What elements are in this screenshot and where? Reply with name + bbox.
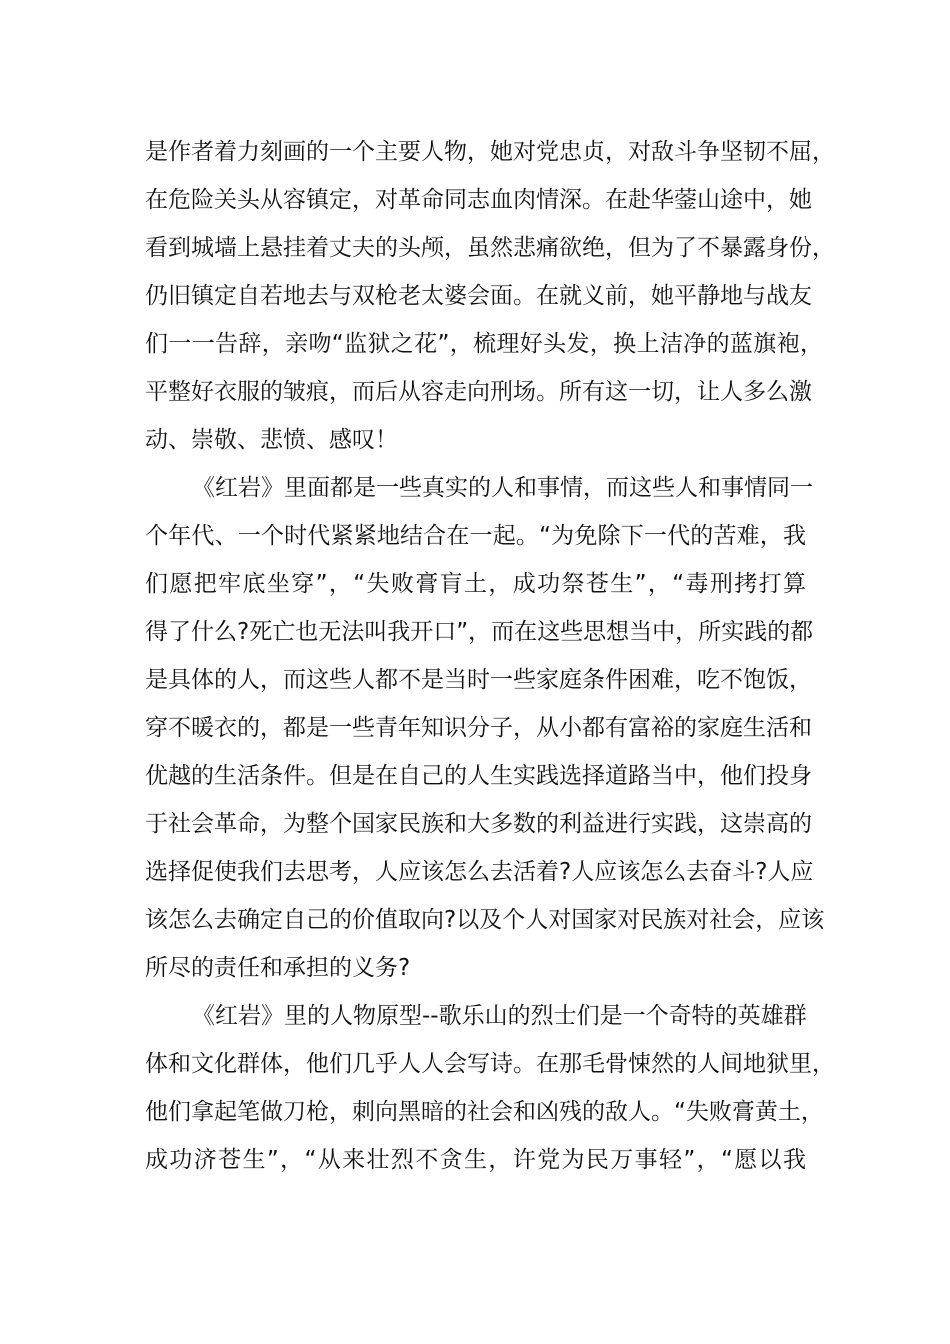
text-line: 是具体的人，而这些人都不是当时一些家庭条件困难，吃不饱饭， xyxy=(145,667,812,693)
text-line: 《红岩》里的人物原型--歌乐山的烈士们是一个奇特的英雄群 xyxy=(192,1003,807,1029)
text-line: 在危险关头从容镇定，对革命同志血肉情深。在赴华蓥山途中，她 xyxy=(145,187,812,213)
text-line: 仍旧镇定自若地去与双枪老太婆会面。在就义前，她平静地与战友 xyxy=(145,283,812,309)
text-line: 们愿把牢底坐穿”，“失败膏肓土，成功祭苍生”，“毒刑拷打算 xyxy=(145,571,806,597)
text-line: 得了什么?死亡也无法叫我开口”，而在这些思想当中，所实践的都 xyxy=(145,619,814,645)
text-line: 选择促使我们去思考，人应该怎么去活着?人应该怎么去奋斗?人应 xyxy=(145,859,814,885)
text-line: 平整好衣服的皱痕，而后从容走向刑场。所有这一切，让人多么激 xyxy=(145,379,812,405)
text-line: 看到城墙上悬挂着丈夫的头颅，虽然悲痛欲绝，但为了不暴露身份， xyxy=(145,235,835,261)
text-line: 动、崇敬、悲愤、感叹！ xyxy=(145,427,398,453)
text-line: 是作者着力刻画的一个主要人物，她对党忠贞，对敌斗争坚韧不屈， xyxy=(145,139,835,165)
text-line: 穿不暖衣的，都是一些青年知识分子，从小都有富裕的家庭生活和 xyxy=(145,715,812,741)
text-line: 于社会革命，为整个国家民族和大多数的利益进行实践，这崇高的 xyxy=(145,811,812,837)
text-line: 他们拿起笔做刀枪，刺向黑暗的社会和凶残的敌人。“失败膏黄土， xyxy=(145,1099,824,1125)
text-line: 所尽的责任和承担的义务? xyxy=(145,955,411,981)
text-line: 《红岩》里面都是一些真实的人和事情，而这些人和事情同一 xyxy=(192,475,813,501)
text-line: 优越的生活条件。但是在自己的人生实践选择道路当中，他们投身 xyxy=(145,763,812,789)
text-line: 成功济苍生”，“从来壮烈不贪生，许党为民万事轻”，“愿以我 xyxy=(145,1147,806,1173)
text-line: 该怎么去确定自己的价值取向?以及个人对国家对民族对社会，应该 xyxy=(145,907,825,933)
text-line: 体和文化群体，他们几乎人人会写诗。在那毛骨悚然的人间地狱里， xyxy=(145,1051,835,1077)
text-line: 们一一告辞，亲吻“监狱之花”，梳理好头发，换上洁净的蓝旗袍， xyxy=(145,331,823,357)
text-line: 个年代、一个时代紧紧地结合在一起。“为免除下一代的苦难，我 xyxy=(145,523,806,549)
